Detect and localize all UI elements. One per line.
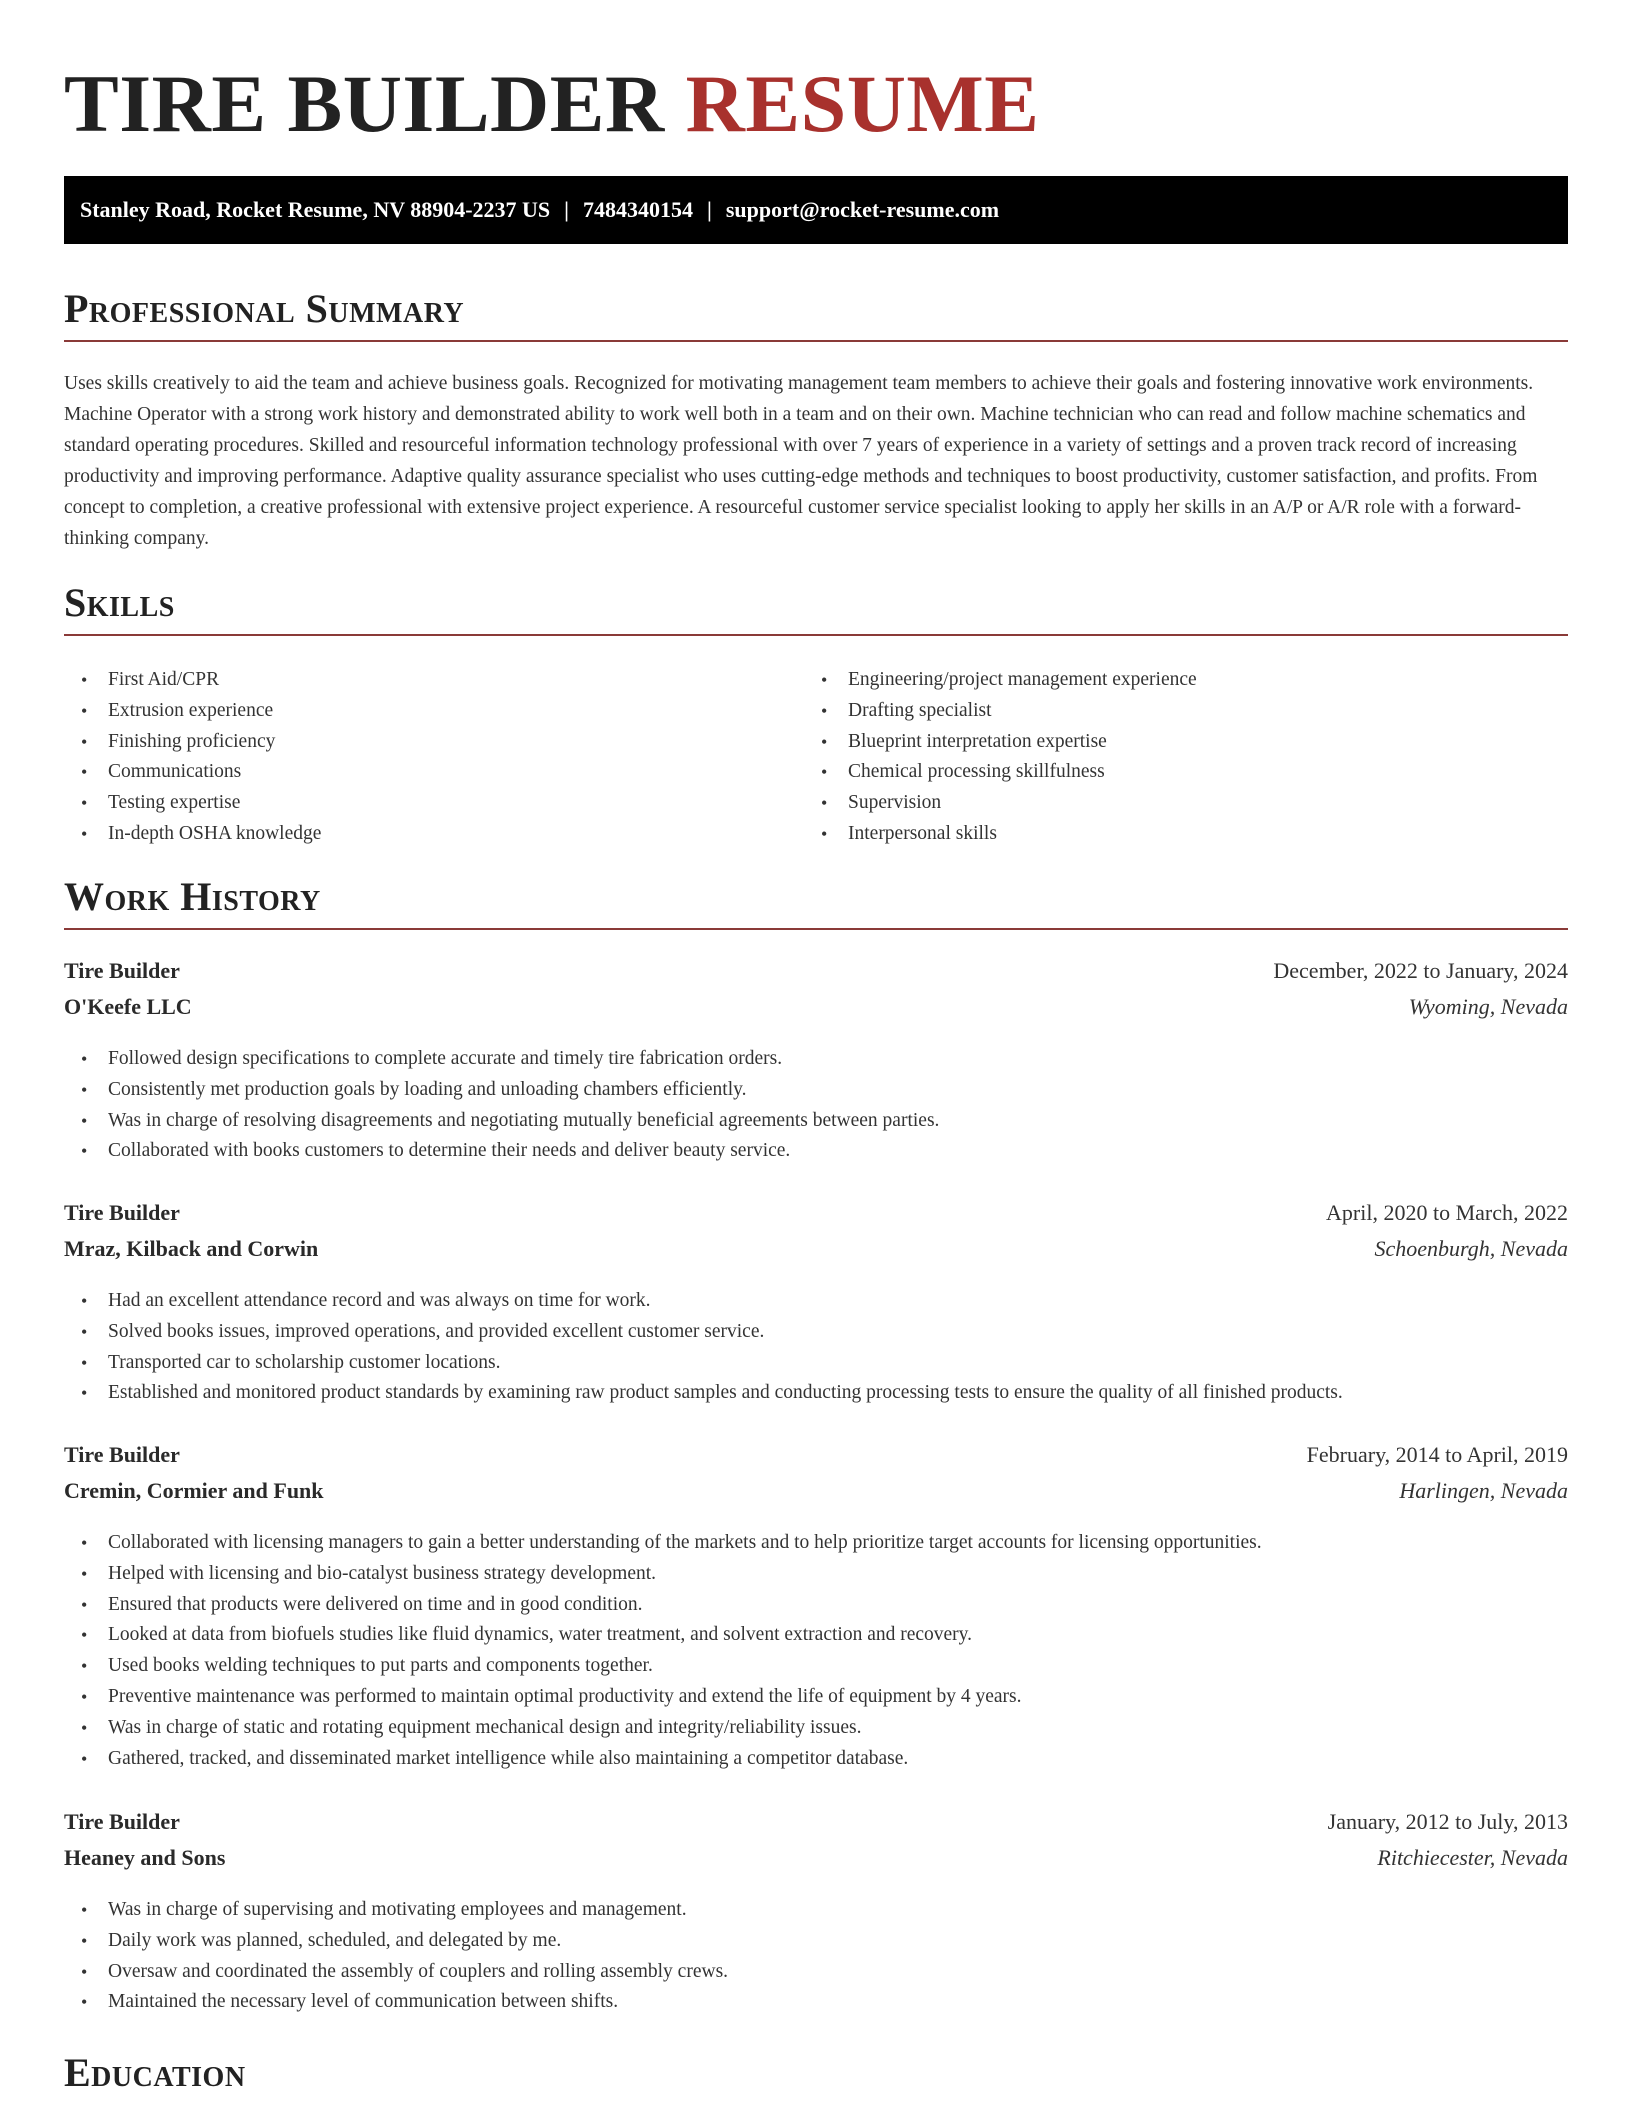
job-header-row	[64, 1442, 1568, 1478]
job-company: Mraz, Kilback and Corwin	[64, 1236, 319, 1261]
job-entry	[64, 958, 1568, 1167]
skills-list	[64, 665, 1568, 850]
job-bullet: • Was in charge of resolving disagreements and negotiating mutually beneficial agreements between parties.	[64, 1106, 1568, 1137]
title-accent: RESUME	[685, 58, 1040, 149]
job-title: Tire Builder	[64, 1809, 180, 1834]
job-bullet: • Consistently met production goals by loading and unloading chambers efficiently.	[64, 1075, 1568, 1106]
skill-item: • In-depth OSHA knowledge	[64, 819, 804, 850]
summary-text: Uses skills creatively to aid the team and achieve business goals. Recognized for motivating management team members to achieve their goals and fostering innovative work environments. Machine Operator with a strong work history and demonstrated ability to work well both in a team and on their own. Machine technician who can read and follow machine schematics and standard operating procedures. Skilled and resourceful information technology professional with over 7 years of experience in a variety of settings and a proven track record of increasing productivity and improving performance. Adaptive quality assurance specialist who uses cutting-edge methods and techniques to boost productivity, customer satisfaction, and profits. From concept to completion, a creative professional with extensive project experience. A resourceful customer service specialist looking to apply her skills in an A/P or A/R role with a forward-thinking company.	[64, 373, 1538, 549]
skill-item: • Extrusion experience	[64, 696, 804, 727]
job-bullet: • Preventive maintenance was performed to maintain optimal productivity and extend the life of equipment by 4 years.	[64, 1682, 1568, 1713]
skill-item: • Testing expertise	[64, 788, 804, 819]
job-entry	[64, 1442, 1568, 1774]
job-bullet: • Collaborated with licensing managers to gain a better understanding of the markets and to help prioritize target accounts for licensing opportunities.	[64, 1528, 1568, 1559]
skill-item: • First Aid/CPR	[64, 665, 804, 696]
skill-item: • Blueprint interpretation expertise	[804, 727, 1544, 758]
job-location: Wyoming, Nevada	[1408, 994, 1568, 1019]
contact-separator: |	[564, 197, 570, 222]
job-bullet: • Used books welding techniques to put parts and components together.	[64, 1651, 1568, 1682]
job-bullet: • Looked at data from biofuels studies like fluid dynamics, water treatment, and solvent extraction and recovery.	[64, 1620, 1568, 1651]
job-bullets	[64, 1895, 1568, 2018]
job-dates: February, 2014 to April, 2019	[1306, 1442, 1568, 1467]
job-header-row	[64, 1809, 1568, 1845]
job-bullet: • Solved books issues, improved operations, and provided excellent customer service.	[64, 1317, 1568, 1348]
title-main: TIRE BUILDER	[64, 58, 665, 149]
skill-item: • Engineering/project management experience	[804, 665, 1544, 696]
job-entry	[64, 1809, 1568, 2018]
job-location: Ritchiecester, Nevada	[1377, 1845, 1568, 1870]
job-company-row	[64, 1236, 1568, 1272]
job-bullets	[64, 1286, 1568, 1409]
job-bullet: • Ensured that products were delivered on time and in good condition.	[64, 1590, 1568, 1621]
job-location: Schoenburgh, Nevada	[1374, 1236, 1568, 1261]
job-bullet: • Transported car to scholarship customer locations.	[64, 1348, 1568, 1379]
job-company-row	[64, 1478, 1568, 1514]
job-location: Harlingen, Nevada	[1399, 1478, 1568, 1503]
work-history-heading: Work History	[64, 874, 1568, 930]
contact-bar	[64, 176, 1568, 244]
job-title: Tire Builder	[64, 1442, 180, 1467]
resume-title	[64, 58, 1040, 150]
contact-address: Stanley Road, Rocket Resume, NV 88904-2237 US	[80, 197, 551, 222]
job-bullets	[64, 1528, 1568, 1774]
job-company: Cremin, Cormier and Funk	[64, 1478, 324, 1503]
skill-item: • Chemical processing skillfulness	[804, 757, 1544, 788]
job-company-row	[64, 994, 1568, 1030]
job-dates: April, 2020 to March, 2022	[1326, 1200, 1568, 1225]
job-dates: December, 2022 to January, 2024	[1273, 958, 1568, 983]
job-bullet: • Gathered, tracked, and disseminated market intelligence while also maintaining a competitor database.	[64, 1744, 1568, 1775]
skills-column-left	[64, 665, 804, 850]
job-entry	[64, 1200, 1568, 1409]
skill-item: • Finishing proficiency	[64, 727, 804, 758]
job-header-row	[64, 958, 1568, 994]
skill-item: • Communications	[64, 757, 804, 788]
skill-item: • Supervision	[804, 788, 1544, 819]
job-bullet: • Daily work was planned, scheduled, and delegated by me.	[64, 1926, 1568, 1957]
job-bullet: • Collaborated with books customers to determine their needs and deliver beauty service.	[64, 1136, 1568, 1167]
job-title: Tire Builder	[64, 1200, 180, 1225]
job-bullet: • Was in charge of static and rotating equipment mechanical design and integrity/reliability issues.	[64, 1713, 1568, 1744]
job-bullet: • Established and monitored product standards by examining raw product samples and conducting processing tests to ensure the quality of all finished products.	[64, 1378, 1568, 1409]
job-company-row	[64, 1845, 1568, 1881]
skills-heading: Skills	[64, 580, 1568, 636]
job-company: O'Keefe LLC	[64, 994, 192, 1019]
contact-phone[interactable]: 7484340154	[583, 197, 694, 222]
job-bullets	[64, 1044, 1568, 1167]
job-company: Heaney and Sons	[64, 1845, 226, 1870]
skills-column-right	[804, 665, 1544, 850]
job-dates: January, 2012 to July, 2013	[1327, 1809, 1568, 1834]
skill-item: • Interpersonal skills	[804, 819, 1544, 850]
job-bullet: • Maintained the necessary level of communication between shifts.	[64, 1987, 1568, 2018]
job-header-row	[64, 1200, 1568, 1236]
education-heading: Education	[64, 2050, 246, 2095]
job-bullet: • Followed design specifications to complete accurate and timely tire fabrication orders.	[64, 1044, 1568, 1075]
job-bullet: • Oversaw and coordinated the assembly of couplers and rolling assembly crews.	[64, 1957, 1568, 1988]
job-title: Tire Builder	[64, 958, 180, 983]
job-bullet: • Was in charge of supervising and motivating employees and management.	[64, 1895, 1568, 1926]
job-bullet: • Helped with licensing and bio-catalyst business strategy development.	[64, 1559, 1568, 1590]
skill-item: • Drafting specialist	[804, 696, 1544, 727]
contact-separator: |	[707, 197, 712, 222]
job-bullet: • Had an excellent attendance record and was always on time for work.	[64, 1286, 1568, 1317]
contact-email[interactable]: support@rocket-resume.com	[725, 197, 1000, 222]
summary-heading: Professional Summary	[64, 286, 1568, 342]
